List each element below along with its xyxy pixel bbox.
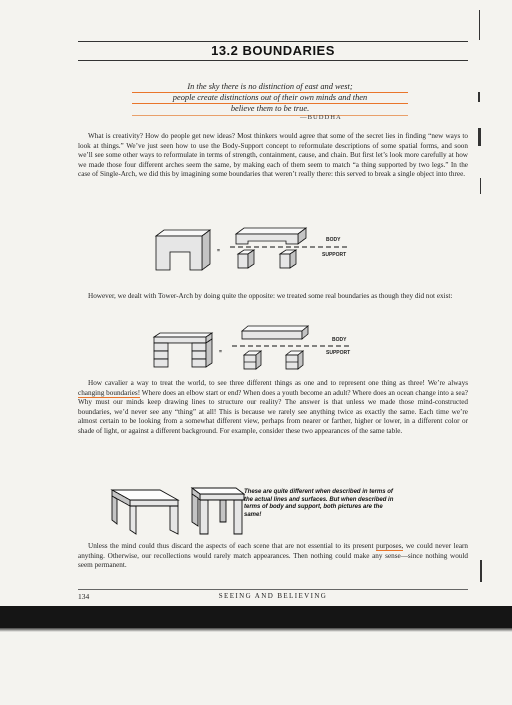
paragraph-tower-arch (78, 292, 468, 302)
single-arch-figure (150, 224, 380, 272)
equals-sign: = (219, 349, 222, 355)
table-view-2 (192, 488, 244, 534)
support-label: SUPPORT (326, 350, 351, 356)
top-rule (78, 41, 468, 42)
two-tables-figure (108, 482, 248, 538)
margin-mark (478, 128, 481, 146)
tower-arch-block (154, 333, 212, 367)
margin-mark (478, 92, 480, 102)
epigraph-attribution: —BUDDHA (300, 114, 342, 121)
tower-arch-figure (150, 323, 380, 373)
highlighted-phrase: changing boundaries! (78, 388, 141, 397)
paragraph-text: Where does an elbow start or end? When does a youth become an adult? Where does an ocean change into a sea? Why must our minds keep drawing lines to structure our reality? The answer is that unless we made those mind-constructed boundaries, we’d never see any “thing” at all! This is because we rarely see anything twice as exactly the same. Each time we’re almost certain to be looking from a somewhat different view, perhaps from nearer or farther, higher or lower, in a different color or shade of light, or against a different background. For example, consider these two appearances of the same table. (78, 388, 468, 435)
paragraph-text: How cavalier a way to treat the world, to see three different things as one and to represent one thing as three! We’re always (88, 379, 468, 387)
footer-rule (78, 589, 468, 590)
paragraph-text: However, we dealt with Tower-Arch by doing quite the opposite: we treated some real boundaries as though they did not exist: (88, 292, 453, 300)
margin-mark (480, 560, 482, 582)
table-view-1 (112, 490, 178, 534)
figure-caption: These are quite different when described in terms of the actual lines and surfaces. But when described in terms of body and support, both pictures are the same! (244, 489, 394, 518)
page-number: 134 (78, 592, 90, 601)
paragraph-text: we could never learn anything. Otherwise, our recollections would rarely match appearances. Then nothing could make any sense—since nothing would seem permanent. (78, 542, 468, 570)
highlighted-phrase: purposes, (375, 542, 404, 550)
body-label: BODY (326, 237, 341, 243)
paragraph-creativity (78, 132, 468, 180)
tower-body-block (242, 326, 308, 339)
paragraph-boundaries (78, 379, 468, 437)
arch-body-block (236, 228, 306, 244)
support-label: SUPPORT (322, 252, 347, 258)
margin-mark (480, 178, 481, 194)
epigraph-line: In the sky there is no distinction of east and west; (132, 82, 408, 93)
tower-support-legs (244, 351, 303, 369)
paragraph-learning (78, 542, 468, 571)
running-title: SEEING AND BELIEVING (218, 592, 328, 600)
margin-mark (479, 10, 480, 40)
body-label: BODY (332, 337, 347, 343)
title-rule (78, 60, 468, 61)
paragraph-text: Unless the mind could thus discard the aspects of each scene that are not essential to its present (88, 542, 376, 550)
scan-shadow-bar (0, 606, 512, 628)
equals-sign: = (217, 248, 220, 254)
epigraph-line: people create distinctions out of their own minds and then (132, 93, 408, 104)
epigraph-line: believe them to be true. (132, 104, 408, 115)
epigraph (120, 82, 420, 116)
section-title: 13.2 BOUNDARIES (211, 43, 335, 58)
paragraph-text: What is creativity? How do people get new ideas? Most thinkers would agree that some of the secret lies in finding “new ways to look at things.” We’ve just seen how to use the Body-Support concept to reformulate descriptions of some spatial forms, and soon we’ll see some other ways to reformulate in terms of strength, containment, cause, and chain. But first let’s look more carefully at how we made those four different arches seem the same, by making each of them seem to match “a thing supported by two legs.” In the case of Single-Arch, we did this by imagining some boundaries that weren’t really there: this served to break a single object into three. (78, 132, 468, 179)
single-arch-block (156, 230, 210, 270)
arch-support-legs (238, 250, 296, 268)
